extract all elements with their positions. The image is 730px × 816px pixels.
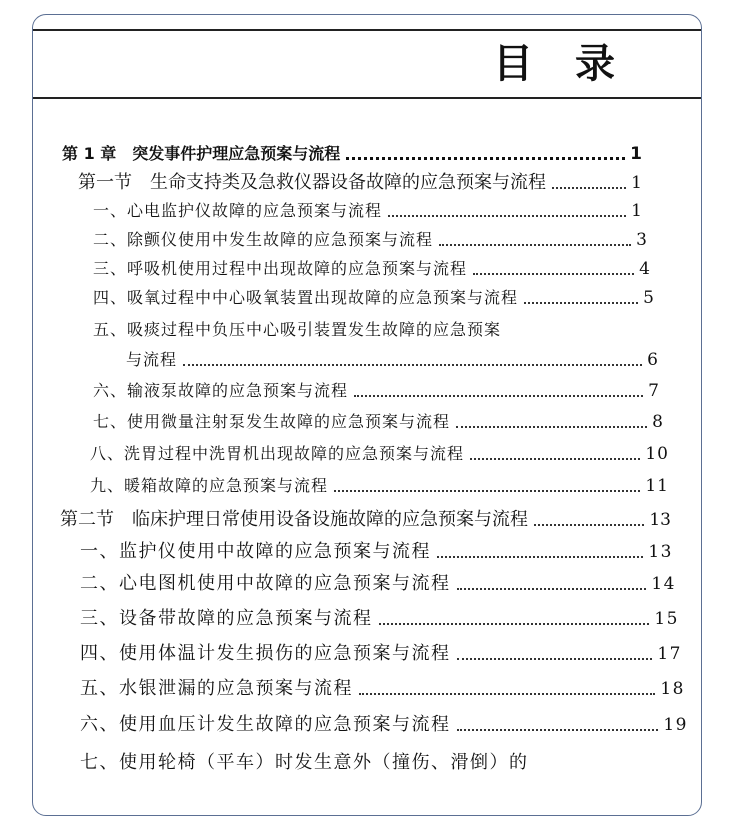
toc-page-number: 18 [660,679,685,699]
toc-entry-text: 一、监护仪使用中故障的应急预案与流程 [80,541,431,562]
toc-page-number: 10 [645,444,669,464]
toc-entry-item[interactable] [90,475,669,497]
leader-dots [359,693,655,695]
toc-entry-item[interactable] [90,443,669,465]
leader-dots [379,623,650,625]
toc-entry-item[interactable] [80,678,685,700]
toc-entry-item-partial[interactable] [80,752,680,774]
leader-dots [457,729,659,731]
toc-page-number: 17 [657,644,682,664]
toc-entry-text: 三、呼吸机使用过程中出现故障的应急预案与流程 [93,259,468,278]
toc-entry-chapter-1[interactable] [62,143,642,165]
leader-dots [552,187,626,189]
leader-dots [354,395,643,397]
toc-entry-text: 一、心电监护仪故障的应急预案与流程 [93,201,383,220]
toc-entry-text: 与流程 [126,350,178,369]
toc-entry-text: 八、洗胃过程中洗胃机出现故障的应急预案与流程 [90,444,465,463]
toc-page-number: 6 [647,350,659,370]
toc-page-number: 14 [651,574,676,594]
toc-page-number: 4 [639,259,651,279]
toc-entry-item[interactable] [93,380,660,402]
toc-entry-text: 四、使用体温计发生损伤的应急预案与流程 [80,643,451,664]
toc-entry-text: 第二节 临床护理日常使用设备设施故障的应急预案与流程 [60,509,528,530]
toc-entry-item[interactable] [93,229,648,251]
toc-entry-text: 五、水银泄漏的应急预案与流程 [80,678,353,699]
toc-entry-text: 二、心电图机使用中故障的应急预案与流程 [80,573,451,594]
toc-entry-item[interactable] [80,573,676,595]
page-title: 目录 [493,41,657,87]
toc-page-number: 5 [643,288,655,308]
leader-dots [473,273,634,275]
toc-entry-text: 第一节 生命支持类及急救仪器设备故障的应急预案与流程 [78,172,546,193]
toc-page-number: 1 [631,201,643,221]
toc-entry-item[interactable] [93,411,664,433]
leader-dots [456,426,647,428]
leader-dots [457,588,647,590]
toc-page-number: 13 [648,542,673,562]
toc-page-number: 1 [631,173,642,193]
toc-entry-item[interactable] [93,287,655,309]
toc-entry-text: 第 1 章 突发事件护理应急预案与流程 [62,144,341,163]
toc-page-number: 13 [649,510,671,530]
toc-entry-section-2[interactable] [60,509,671,531]
toc-entry-text: 三、设备带故障的应急预案与流程 [80,608,373,629]
toc-entry-text: 九、暖箱故障的应急预案与流程 [90,476,329,495]
toc-entry-text: 四、吸氧过程中中心吸氧装置出现故障的应急预案与流程 [93,288,519,307]
toc-entry-section-1[interactable] [78,172,642,194]
leader-dots [183,364,642,366]
toc-page-number: 8 [652,412,664,432]
toc-entry-item[interactable] [80,608,679,630]
leader-dots [470,458,640,460]
toc-page-number: 3 [636,230,648,250]
toc-entry-item-line-1[interactable] [93,319,653,341]
toc-entry-item-line-2[interactable] [126,349,659,371]
toc-entry-text: 二、除颤仪使用中发生故障的应急预案与流程 [93,230,434,249]
toc-entry-text: 七、使用微量注射泵发生故障的应急预案与流程 [93,412,451,431]
leader-dots [437,556,643,558]
toc-page-number: 11 [645,476,669,496]
leader-dots [524,302,638,304]
toc-entry-text: 六、使用血压计发生故障的应急预案与流程 [80,714,451,735]
leader-dots [346,157,625,160]
toc-entry-text: 五、吸痰过程中负压中心吸引装置发生故障的应急预案 [93,320,502,339]
leader-dots [534,524,644,526]
toc-entry-text: 七、使用轮椅（平车）时发生意外（撞伤、滑倒）的 [80,752,529,773]
toc-entry-item[interactable] [80,541,673,563]
toc-page-number: 19 [663,715,688,735]
toc-entry-item[interactable] [80,643,682,665]
toc-page-number: 1 [630,144,642,164]
leader-dots [439,244,631,246]
toc-entry-item[interactable] [93,200,643,222]
toc-entry-item[interactable] [80,714,688,736]
toc-entry-text: 六、输液泵故障的应急预案与流程 [93,381,349,400]
toc-page-number: 7 [648,381,660,401]
leader-dots [334,490,640,492]
toc-page-number: 15 [654,609,679,629]
leader-dots [388,215,626,217]
toc-entry-item[interactable] [93,258,651,280]
leader-dots [457,658,653,660]
